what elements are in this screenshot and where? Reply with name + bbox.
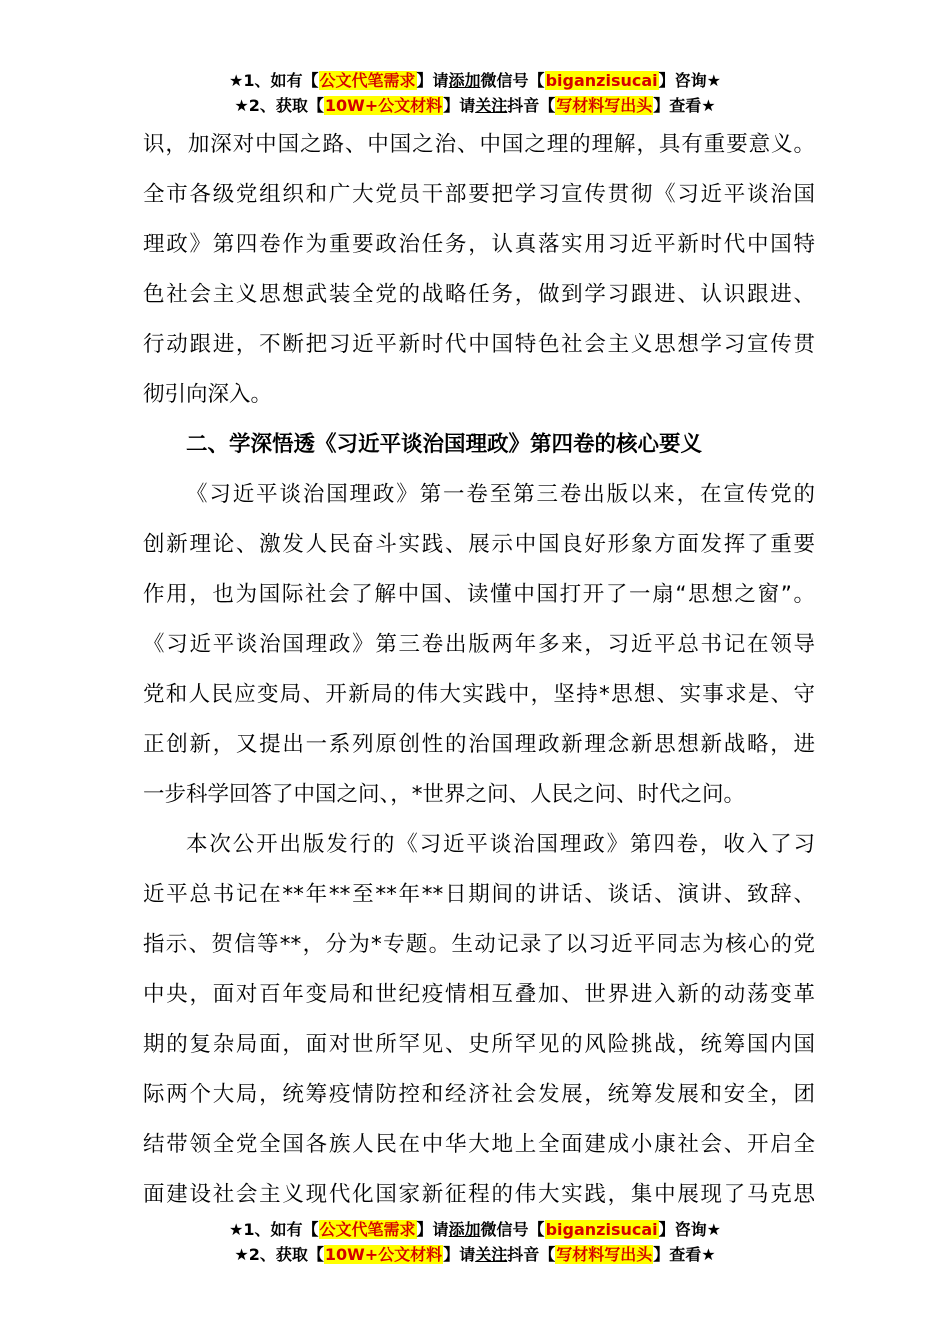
promo-underline: 添加 [448,71,481,90]
text-line: 创新理论、激发人民奋斗实践、展示中国良好形象方面发挥了重要 [143,532,815,557]
promo-highlight: 写材料写出头 [556,96,653,115]
text-line: 际两个大局，统筹疫情防控和经济社会发展，统筹发展和安全，团 [143,1082,815,1107]
promo-text: 】请 [416,71,449,90]
promo-line-1 [0,1217,950,1242]
text-line: 近平总书记在**年**至**年**日期间的讲话、谈话、演讲、致辞、 [143,882,815,907]
text-line: 一步科学回答了中国之问、，*世界之问、人民之问、时代之问。 [143,782,746,807]
promo-text: 抖音【 [507,96,556,115]
promo-line-1 [0,68,950,93]
promo-text: 】咨询★ [658,1220,721,1239]
promo-text: ★1、如有【 [229,71,319,90]
text-line: 识，加深对中国之路、中国之治、中国之理的理解，具有重要意义。 [143,132,815,157]
promo-underline: 关注 [475,96,508,115]
promo-text: ★2、获取【 [234,1245,324,1264]
text-line: 理政》第四卷作为重要政治任务，认真落实用习近平新时代中国特 [143,232,815,257]
text-line: 指示、贺信等**，分为*专题。生动记录了以习近平同志为核心的党 [143,932,815,957]
promo-underline: 添加 [448,1220,481,1239]
promo-text: 】查看★ [653,1245,716,1264]
promo-text: 】请 [416,1220,449,1239]
promo-text: ★2、获取【 [234,96,324,115]
promo-text: ★1、如有【 [229,1220,319,1239]
text-line: 彻引向深入。 [143,382,273,407]
promo-text: 】请 [443,96,476,115]
text-line: 面建设社会主义现代化国家新征程的伟大实践，集中展现了马克思 [143,1182,815,1207]
promo-line-2 [0,93,950,118]
footer-promo-banner [0,1217,950,1267]
promo-text: 微信号【 [480,71,545,90]
text-line: 结带领全党全国各族人民在中华大地上全面建成小康社会、开启全 [143,1132,815,1157]
promo-text: 抖音【 [507,1245,556,1264]
text-line: 党和人民应变局、开新局的伟大实践中，坚持*思想、实事求是、守 [143,682,815,707]
text-line: 中央，面对百年变局和世纪疫情相互叠加、世界进入新的动荡变革 [143,982,815,1007]
text-line: 期的复杂局面，面对世所罕见、史所罕见的风险挑战，统筹国内国 [143,1032,815,1057]
promo-text: 】咨询★ [658,71,721,90]
text-line: 正创新，又提出一系列原创性的治国理政新理念新思想新战略，进 [143,732,815,757]
promo-highlight: 10W+公文材料 [324,1245,443,1264]
text-line: 全市各级党组织和广大党员干部要把学习宣传贯彻《习近平谈治国 [143,182,815,207]
promo-highlight: biganzisucai [545,1220,658,1239]
text-line: 《习近平谈治国理政》第三卷出版两年多来，习近平总书记在领导 [143,632,815,657]
promo-highlight: biganzisucai [545,71,658,90]
text-line: 色社会主义思想武装全党的战略任务，做到学习跟进、认识跟进、 [143,282,815,307]
promo-text: 微信号【 [480,1220,545,1239]
promo-highlight: 写材料写出头 [556,1245,653,1264]
section-heading: 二、学深悟透《习近平谈治国理政》第四卷的核心要义 [186,432,703,457]
text-line: 本次公开出版发行的《习近平谈治国理政》第四卷，收入了习 [186,832,815,857]
promo-text: 】查看★ [653,96,716,115]
promo-line-2 [0,1242,950,1267]
text-line: 作用，也为国际社会了解中国、读懂中国打开了一扇“思想之窗”。 [143,582,815,607]
text-line: 行动跟进，不断把习近平新时代中国特色社会主义思想学习宣传贯 [143,332,815,357]
document-body [143,120,815,1220]
promo-underline: 关注 [475,1245,508,1264]
promo-highlight: 公文代笔需求 [319,71,416,90]
promo-highlight: 10W+公文材料 [324,96,443,115]
promo-highlight: 公文代笔需求 [319,1220,416,1239]
header-promo-banner [0,68,950,118]
promo-text: 】请 [443,1245,476,1264]
text-line: 《习近平谈治国理政》第一卷至第三卷出版以来，在宣传党的 [186,482,815,507]
